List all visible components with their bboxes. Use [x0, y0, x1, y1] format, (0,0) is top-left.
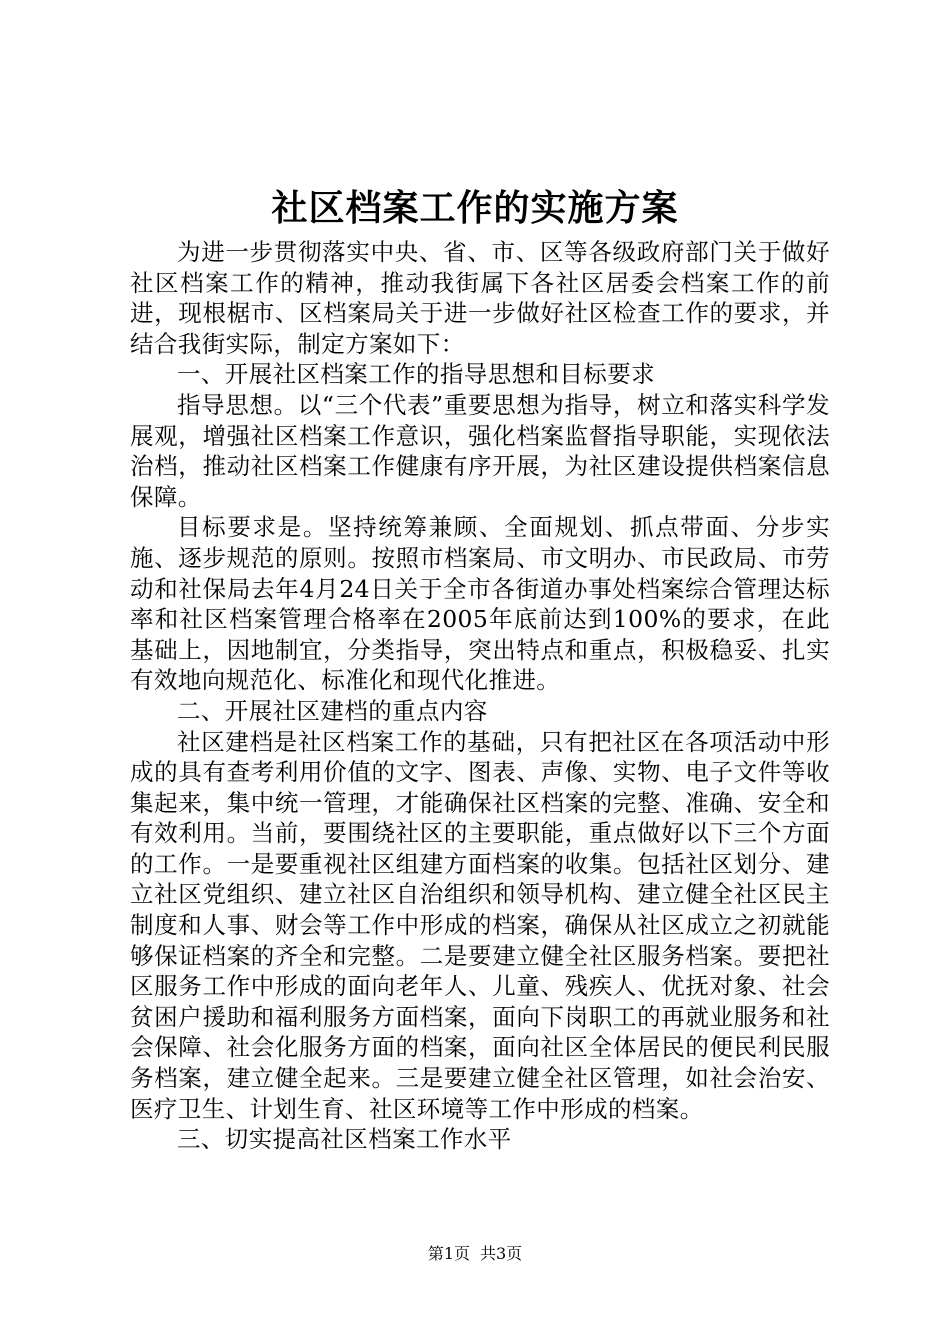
- paragraph-intro: 为进一步贯彻落实中央、省、市、区等各级政府部门关于做好社区档案工作的精神，推动我街属下各社区居委会档案工作的前进，现根椐市、区档案局关于进一步做好社区检查工作的要求，并结合我街实际，制定方案如下：: [130, 238, 830, 358]
- section-heading-3: 三、切实提高社区档案工作水平: [177, 1125, 512, 1154]
- paragraph-guiding-thought: 指导思想。以“三个代表”重要思想为指导，树立和落实科学发展观，增强社区档案工作意识，强化档案监督指导职能，实现依法治档，推动社区档案工作健康有序开展，为社区建设提供档案信息保障。: [130, 390, 830, 511]
- section-heading-1: 一、开展社区档案工作的指导思想和目标要求: [177, 360, 655, 389]
- paragraph-target-requirements: 目标要求是。坚持统筹兼顾、全面规划、抓点带面、分步实施、逐步规范的原则。按照市档案局、市文明办、市民政局、市劳动和社保局去年4月24日关于全市各街道办事处档案综合管理达标率和社区档案管理合格率在2005年底前达到100%的要求，在此基础上，因地制宜，分类指导，突出特点和重点，积极稳妥、扎实有效地向规范化、标准化和现代化推进。: [130, 513, 830, 695]
- page-total: 共3页: [480, 1244, 523, 1263]
- section-heading-2: 二、开展社区建档的重点内容: [177, 696, 488, 725]
- document-title: 社区档案工作的实施方案: [271, 187, 679, 229]
- paragraph-key-content: 社区建档是社区档案工作的基础，只有把社区在各项活动中形成的具有查考利用价值的文字、图表、声像、实物、电子文件等收集起来，集中统一管理，才能确保社区档案的完整、准确、安全和有效利用。当前，要围绕社区的主要职能，重点做好以下三个方面的工作。一是要重视社区组建方面档案的收集。包括社区划分、建立社区党组织、建立社区自治组织和领导机构、建立健全社区民主制度和人事、财会等工作中形成的档案，确保从社区成立之初就能够保证档案的齐全和完整。二是要建立健全社区服务档案。要把社区服务工作中形成的面向老年人、儿童、残疾人、优抚对象、社会贫困户援助和福利服务方面档案，面向下岗职工的再就业服务和社会保障、社会化服务方面的档案，面向社区全体居民的便民利民服务档案，建立健全起来。三是要建立健全社区管理，如社会治安、医疗卫生、计划生育、社区环境等工作中形成的档案。: [130, 727, 830, 1123]
- page-number: 第1页: [427, 1244, 470, 1263]
- document-body: [130, 237, 830, 1155]
- page-footer: [0, 1242, 950, 1266]
